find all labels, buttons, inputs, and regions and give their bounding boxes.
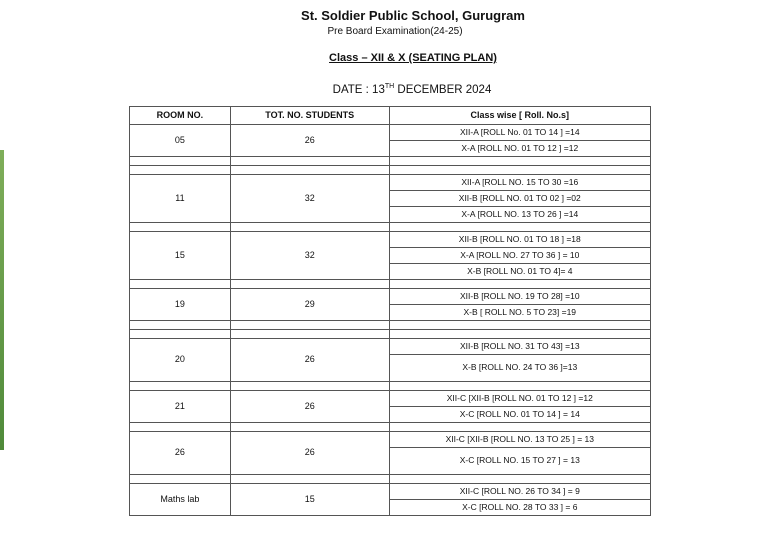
class-roll-cell: X-A [ROLL NO. 01 TO 12 ] =12 bbox=[389, 141, 650, 157]
room-no-cell: 26 bbox=[130, 432, 231, 475]
table-row bbox=[130, 432, 651, 448]
class-roll-cell: XII-B [ROLL NO. 01 TO 18 ] =18 bbox=[389, 232, 650, 248]
spacer-row bbox=[130, 330, 651, 339]
total-students-cell: 15 bbox=[230, 484, 389, 516]
total-students-cell: 26 bbox=[230, 125, 389, 157]
room-no-cell: 19 bbox=[130, 289, 231, 321]
table-row bbox=[130, 125, 651, 141]
class-roll-cell: XII-A [ROLL No. 01 TO 14 ] =14 bbox=[389, 125, 650, 141]
class-roll-cell: XII-A [ROLL NO. 15 TO 30 =16 bbox=[389, 175, 650, 191]
table-row bbox=[130, 484, 651, 500]
table-row bbox=[130, 232, 651, 248]
date-ordinal: TH bbox=[384, 83, 395, 90]
class-roll-cell: X-A [ROLL NO. 27 TO 36 ] = 10 bbox=[389, 248, 650, 264]
class-roll-cell: X-C [ROLL NO. 01 TO 14 ] = 14 bbox=[389, 407, 650, 423]
class-roll-cell: X-B [ROLL NO. 24 TO 36 ]=13 bbox=[389, 355, 650, 382]
header-total-students: TOT. NO. STUDENTS bbox=[230, 107, 389, 125]
room-no-cell: 20 bbox=[130, 339, 231, 382]
seating-plan-table bbox=[129, 106, 651, 516]
spacer-row bbox=[130, 423, 651, 432]
total-students-cell: 26 bbox=[230, 391, 389, 423]
total-students-cell: 32 bbox=[230, 232, 389, 280]
table-row bbox=[130, 339, 651, 355]
spacer-row bbox=[130, 280, 651, 289]
date-suffix: DECEMBER 2024 bbox=[394, 83, 492, 96]
total-students-cell: 29 bbox=[230, 289, 389, 321]
spacer-row bbox=[130, 223, 651, 232]
class-roll-cell: X-B [ ROLL NO. 5 TO 23] =19 bbox=[389, 305, 650, 321]
class-roll-cell: XII-B [ROLL NO. 19 TO 28] =10 bbox=[389, 289, 650, 305]
exam-name: Pre Board Examination(24-25) bbox=[327, 26, 463, 37]
room-no-cell: Maths lab bbox=[130, 484, 231, 516]
class-roll-cell: X-C [ROLL NO. 28 TO 33 ] = 6 bbox=[389, 500, 650, 516]
class-seating-title: Class – XII & X (SEATING PLAN) bbox=[329, 52, 497, 64]
class-roll-cell: XII-B [ROLL NO. 01 TO 02 ] =02 bbox=[389, 191, 650, 207]
spacer-row bbox=[130, 166, 651, 175]
total-students-cell: 26 bbox=[230, 339, 389, 382]
spacer-row bbox=[130, 157, 651, 166]
spacer-row bbox=[130, 475, 651, 484]
spacer-row bbox=[130, 382, 651, 391]
date-prefix: DATE : 13 bbox=[332, 83, 385, 96]
school-name: St. Soldier Public School, Gurugram bbox=[301, 8, 525, 23]
page-edge-strip bbox=[0, 150, 4, 450]
room-no-cell: 21 bbox=[130, 391, 231, 423]
room-no-cell: 11 bbox=[130, 175, 231, 223]
class-roll-cell: X-C [ROLL NO. 15 TO 27 ] = 13 bbox=[389, 448, 650, 475]
table-header-row bbox=[130, 107, 651, 125]
table-row bbox=[130, 391, 651, 407]
exam-date bbox=[0, 83, 768, 96]
header-class-wise: Class wise [ Roll. No.s] bbox=[389, 107, 650, 125]
class-roll-cell: X-A [ROLL NO. 13 TO 26 ] =14 bbox=[389, 207, 650, 223]
room-no-cell: 15 bbox=[130, 232, 231, 280]
total-students-cell: 32 bbox=[230, 175, 389, 223]
spacer-row bbox=[130, 321, 651, 330]
class-roll-cell: X-B [ROLL NO. 01 TO 4]= 4 bbox=[389, 264, 650, 280]
class-roll-cell: XII-C [XII-B [ROLL NO. 01 TO 12 ] =12 bbox=[389, 391, 650, 407]
class-roll-cell: XII-B [ROLL NO. 31 TO 43] =13 bbox=[389, 339, 650, 355]
table-row bbox=[130, 289, 651, 305]
class-roll-cell: XII-C [ROLL NO. 26 TO 34 ] = 9 bbox=[389, 484, 650, 500]
header-room-no: ROOM NO. bbox=[130, 107, 231, 125]
table-row bbox=[130, 175, 651, 191]
class-roll-cell: XII-C [XII-B [ROLL NO. 13 TO 25 ] = 13 bbox=[389, 432, 650, 448]
room-no-cell: 05 bbox=[130, 125, 231, 157]
total-students-cell: 26 bbox=[230, 432, 389, 475]
